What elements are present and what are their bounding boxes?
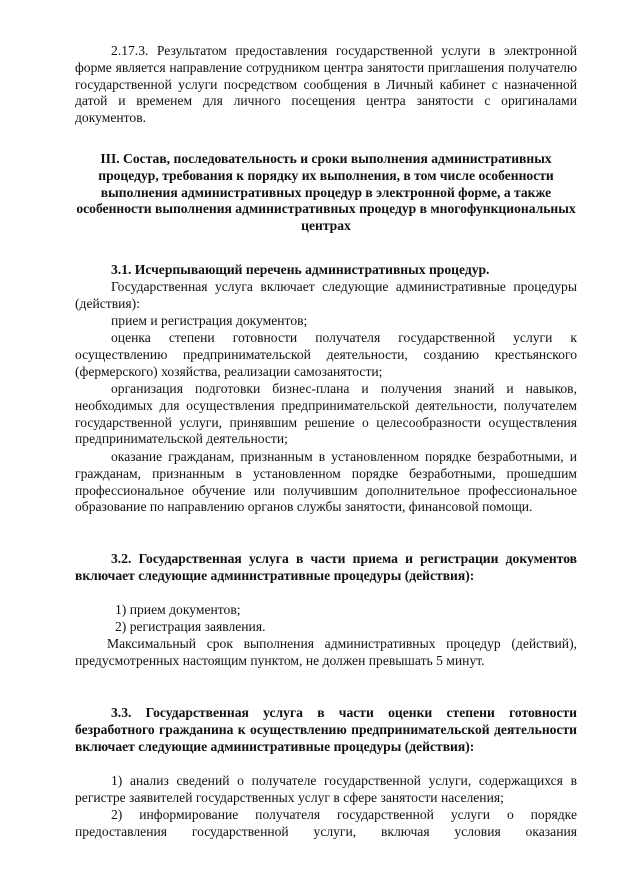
section-3-2-heading: 3.2. Государственная услуга в части приема и регистрации документов включает следующие административные процедуры (действия): [75, 551, 577, 583]
section-3-title: III. Состав, последовательность и сроки выполнения административных процедур, требования к порядку их выполнения, в том числе особенности выполнения административных процедур в электронной форме, а также особенности выполнения административных процедур в многофункциональных центрах [76, 151, 576, 234]
section-3-1-intro: Государственная услуга включает следующие административные процедуры (действия): [75, 279, 577, 311]
list-item: 2) регистрация заявления. [115, 619, 266, 634]
list-item: 1) прием документов; [115, 602, 241, 617]
paragraph-2-17-3: 2.17.3. Результатом предоставления государственной услуги в электронной форме является направление сотрудником центра занятости приглашения получателю государственной услуги посредством сообщения в Личный кабинет с назначенной датой и временем для личного посещения центра занятости с оригиналами документов. [75, 43, 577, 126]
list-item: организация подготовки бизнес-плана и получения знаний и навыков, необходимых для осуществления предпринимательской деятельности, получателем государственной услуги, принявшим решение о целесообразности осуществления предпринимательской деятельности; [75, 381, 577, 447]
list-item: 2) информирование получателя государственной услуги о порядке предоставления государственной услуги, включая условия оказания [75, 807, 577, 839]
section-3-2-max-term: Максимальный срок выполнения административных процедур (действий), предусмотренных настоящим пунктом, не должен превышать 5 минут. [75, 636, 577, 668]
list-item: 1) анализ сведений о получателе государственной услуги, содержащихся в регистре заявителей государственных услуг в сфере занятости населения; [75, 773, 577, 805]
section-3-3-heading: 3.3. Государственная услуга в части оценки степени готовности безработного гражданина к осуществлению предпринимательской деятельности включает следующие административные процедуры (действия): [75, 705, 577, 754]
list-item: оценка степени готовности получателя государственной услуги к осуществлению предпринимательской деятельности, созданию крестьянского (фермерского) хозяйства, реализации самозанятости; [75, 330, 577, 379]
list-item: прием и регистрация документов; [111, 313, 308, 328]
section-3-1-heading: 3.1. Исчерпывающий перечень административных процедур. [111, 262, 490, 277]
list-item: оказание гражданам, признанным в установленном порядке безработными, и гражданам, признанным в установленном порядке безработными, прошедшим профессиональное обучение или получившим дополнительное профессиональное образование по направлению органов службы занятости, финансовой помощи. [75, 449, 577, 515]
